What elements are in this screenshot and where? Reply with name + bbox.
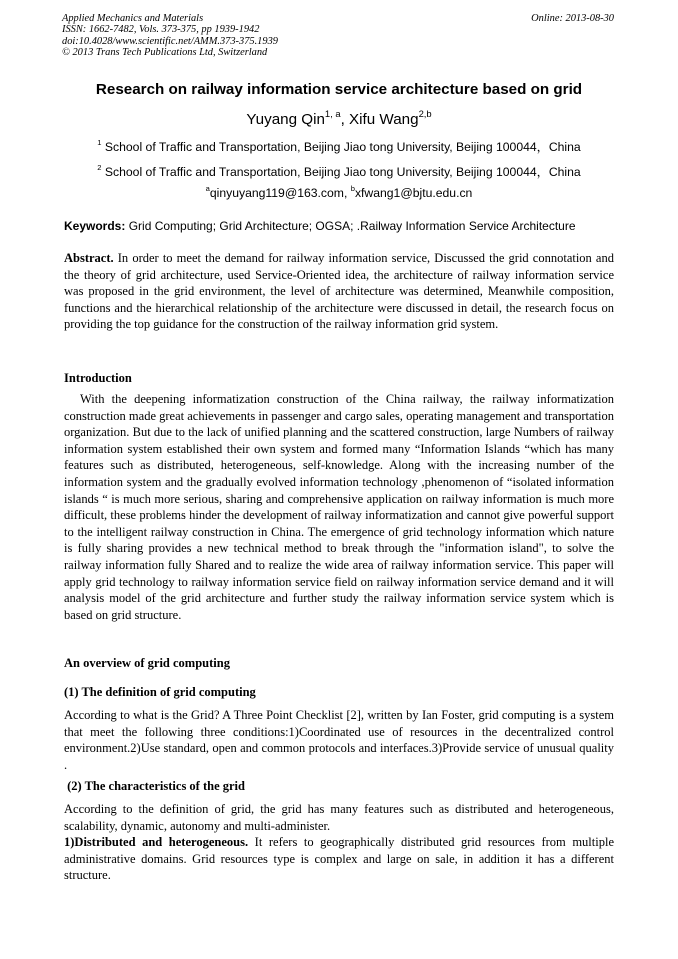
affiliation-sup: 1 xyxy=(97,137,102,147)
subsection-heading-characteristics: (2) The characteristics of the grid xyxy=(64,779,245,793)
abstract-text: In order to meet the demand for railway information service, Discussed the grid connotation and the theory of grid architecture, used Service-Oriented idea, the architecture of railway information service was proposed in the grid environment, the level of architecture was determined, Meanwhile composition, functions and the hierarchical relationship of the architecture were discussed in detail, the research focus on providing the top guidance for the construction of the railway information grid system. xyxy=(64,251,614,332)
item-text: It refers to geographically distributed grid resources from multiple administrative domains. Grid resources type is complex and large on sale, in addition it has a different structure. xyxy=(64,835,614,883)
introduction-paragraph: With the deepening informatization construction of the China railway, the railway informatization construction made great achievements in passenger and cargo sales, operating management and transportation organization. But due to the lack of unified planning and the scattered construction, large Numbers of railway information system established their own system and formed many “Information Islands “which has many features such as distributed, heterogeneous, self-knowledge. Along with the increasing number of the information system and the gradually evolved information technology ,phenomenon of “isolated information islands “ is much more serious, sharing and comprehensive application on railway information is much more difficult, these problems hinder the development of railway informatization and cannot give powerful support to the intelligent railway construction in China. The emergence of grid technology information which nature is fully sharing provides a new technical method to break through the "information island", to solve the railway information fully Shared and to realize the wide area of railway information service. This paper will apply grid technology to railway information service field on railway information service demand and it will analysis model of the grid architecture and further study the railway information service system which is based on grid structure. xyxy=(64,392,614,622)
keywords-label: Keywords: xyxy=(64,219,126,233)
affiliation-sup: 2 xyxy=(97,162,102,172)
doi-line: doi:10.4028/www.scientific.net/AMM.373-375.1939 xyxy=(62,35,278,47)
paper-title: Research on railway information service architecture based on grid xyxy=(95,81,583,98)
email-sup: a xyxy=(205,183,210,193)
affiliation-1 xyxy=(0,138,678,155)
email-link[interactable]: xfwang1@bjtu.edu.cn xyxy=(354,186,473,200)
author-affil-sup: 1, a xyxy=(324,107,341,119)
author-list xyxy=(0,107,678,128)
author-affil-sup: 2,b xyxy=(418,107,432,119)
author-separator: , xyxy=(340,111,350,128)
abstract-label: Abstract. xyxy=(64,251,114,265)
affiliation-text: School of Traffic and Transportation, Beijing Jiao tong University, Beijing 100044，China xyxy=(101,165,581,179)
section-heading-overview: An overview of grid computing xyxy=(64,656,230,670)
copyright-line: © 2013 Trans Tech Publications Ltd, Switzerland xyxy=(62,47,268,59)
affiliation-text: School of Traffic and Transportation, Beijing Jiao tong University, Beijing 100044，China xyxy=(101,140,581,154)
email-link[interactable]: qinyuyang119@163.com, xyxy=(209,186,351,200)
journal-name: Applied Mechanics and Materials xyxy=(62,13,204,24)
author-name: Xifu Wang xyxy=(349,111,419,128)
online-date xyxy=(531,13,614,24)
email-sup: b xyxy=(350,183,355,193)
abstract xyxy=(64,250,614,333)
definition-paragraph: According to what is the Grid? A Three Point Checklist [2], written by Ian Foster, grid computing is a system that meet the following three conditions:1)Coordinated use of resources in the decentralized control environment.2)Use standard, open and common protocols and interfaces.3)Provide service of unusual quality . xyxy=(64,708,614,772)
keywords xyxy=(64,219,624,233)
issn-line: ISSN: 1662-7482, Vols. 373-375, pp 1939-1942 xyxy=(62,24,260,36)
subsection-heading-definition: (1) The definition of grid computing xyxy=(64,685,256,699)
online-date-text: Online: 2013-08-30 xyxy=(531,13,614,24)
section-heading-introduction: Introduction xyxy=(64,371,132,385)
journal-header xyxy=(62,13,278,59)
keywords-text: Grid Computing; Grid Architecture; OGSA; .Railway Information Service Architecture xyxy=(125,219,576,233)
characteristics-paragraph: According to the definition of grid, the grid has many features such as distributed and heterogeneous, scalability, dynamic, autonomy and multi-administer. xyxy=(64,802,614,833)
author-name: Yuyang Qin xyxy=(246,111,325,128)
author-emails xyxy=(0,183,678,200)
item-label: 1)Distributed and heterogeneous. xyxy=(64,835,249,849)
affiliation-2 xyxy=(0,163,678,180)
characteristics-item-1 xyxy=(64,834,614,884)
